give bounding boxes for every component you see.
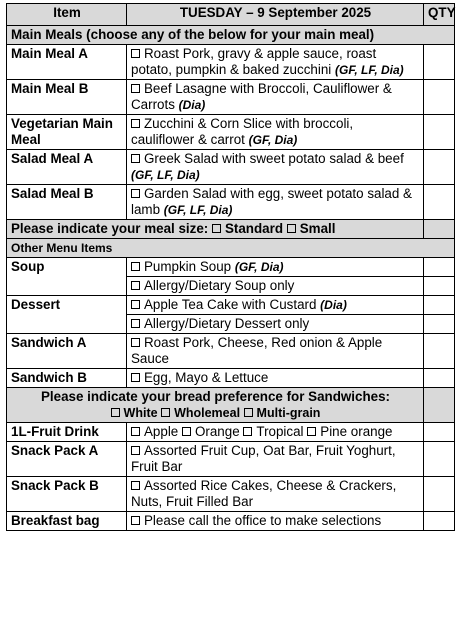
item-name: Salad Meal B: [7, 185, 127, 220]
other-items-section: [7, 239, 455, 258]
day-date-header: TUESDAY – 9 September 2025: [127, 4, 424, 26]
tropical-checkbox[interactable]: [243, 427, 252, 436]
table-row: [7, 296, 455, 315]
checkbox[interactable]: [131, 481, 140, 490]
pine-orange-checkbox[interactable]: [307, 427, 316, 436]
option-text: Please call the office to make selections: [144, 513, 382, 528]
menu-option[interactable]: [127, 115, 424, 150]
qty-cell[interactable]: [424, 388, 455, 423]
menu-option[interactable]: [127, 296, 424, 315]
checkbox[interactable]: [131, 262, 140, 271]
qty-cell[interactable]: [424, 477, 455, 512]
standard-checkbox[interactable]: [212, 224, 221, 233]
option-text: Allergy/Dietary Soup only: [144, 278, 295, 293]
checkbox[interactable]: [131, 373, 140, 382]
option-text: Apple: [144, 424, 179, 439]
option-text: Egg, Mayo & Lettuce: [144, 370, 269, 385]
qty-cell[interactable]: [424, 115, 455, 150]
main-meals-section: [7, 26, 455, 45]
table-row: [7, 80, 455, 115]
table-header-row: [7, 4, 455, 26]
option-text: Pine orange: [320, 424, 393, 439]
table-row: [7, 423, 455, 442]
table-row: [7, 369, 455, 388]
menu-option[interactable]: [127, 80, 424, 115]
menu-option[interactable]: [127, 442, 424, 477]
wholemeal-label: Wholemeal: [174, 406, 241, 420]
multigrain-checkbox[interactable]: [244, 408, 253, 417]
item-name: Main Meal A: [7, 45, 127, 80]
option-text: Garden Salad with egg, sweet potato salad & lamb: [131, 186, 412, 217]
option-text: Orange: [194, 424, 240, 439]
menu-option[interactable]: [127, 334, 424, 369]
standard-label: Standard: [224, 221, 284, 236]
bread-options: [11, 405, 420, 421]
dietary-tag: (Dia): [178, 98, 206, 112]
qty-cell[interactable]: [424, 258, 455, 277]
dietary-tag: (GF, LF, Dia): [131, 168, 200, 182]
checkbox[interactable]: [131, 119, 140, 128]
option-text: Assorted Rice Cakes, Cheese & Crackers, Nuts, Fruit Filled Bar: [131, 478, 397, 509]
qty-cell[interactable]: [424, 442, 455, 477]
option-text: Zucchini & Corn Slice with broccoli, cauliflower & carrot: [131, 116, 354, 147]
checkbox[interactable]: [131, 189, 140, 198]
meal-size-row: [7, 220, 455, 239]
orange-checkbox[interactable]: [182, 427, 191, 436]
qty-cell[interactable]: [424, 296, 455, 315]
option-text: Roast Pork, gravy & apple sauce, roast potato, pumpkin & baked zucchini: [131, 46, 377, 77]
menu-option[interactable]: [127, 185, 424, 220]
small-checkbox[interactable]: [287, 224, 296, 233]
dietary-tag: (GF, LF, Dia): [163, 203, 233, 217]
item-name: Snack Pack B: [7, 477, 127, 512]
item-name: Vegetarian Main Meal: [7, 115, 127, 150]
main-meals-section-title: Main Meals (choose any of the below for your main meal): [7, 26, 455, 45]
table-row: [7, 334, 455, 369]
qty-cell[interactable]: [424, 277, 455, 296]
menu-option[interactable]: [127, 477, 424, 512]
option-text: Apple Tea Cake with Custard: [144, 297, 317, 312]
meal-size-label: Please indicate your meal size:: [11, 221, 209, 236]
table-row: [7, 512, 455, 531]
table-row: [7, 477, 455, 512]
qty-cell[interactable]: [424, 185, 455, 220]
checkbox[interactable]: [131, 446, 140, 455]
menu-order-table: [6, 3, 455, 531]
option-text: Tropical: [256, 424, 304, 439]
menu-option[interactable]: [127, 277, 424, 296]
menu-option[interactable]: [127, 258, 424, 277]
table-row: [7, 442, 455, 477]
option-text: Beef Lasagne with Broccoli, Cauliflower & Carrots: [131, 81, 392, 112]
dietary-tag: (GF, Dia): [234, 260, 284, 274]
menu-option[interactable]: [127, 369, 424, 388]
item-name: Snack Pack A: [7, 442, 127, 477]
menu-option: [127, 423, 424, 442]
qty-cell[interactable]: [424, 220, 455, 239]
bread-preference-label: Please indicate your bread preference for Sandwiches:: [40, 389, 391, 404]
qty-cell[interactable]: [424, 315, 455, 334]
table-row: [7, 115, 455, 150]
qty-cell[interactable]: [424, 80, 455, 115]
meal-size-prompt: [7, 220, 424, 239]
item-name: Sandwich A: [7, 334, 127, 369]
qty-cell[interactable]: [424, 45, 455, 80]
table-row: [7, 150, 455, 185]
option-text: Assorted Fruit Cup, Oat Bar, Fruit Yoghurt, Fruit Bar: [131, 443, 396, 474]
item-name: Main Meal B: [7, 80, 127, 115]
menu-option[interactable]: [127, 45, 424, 80]
dietary-tag: (GF, Dia): [248, 133, 298, 147]
option-text: Pumpkin Soup: [144, 259, 232, 274]
checkbox[interactable]: [131, 516, 140, 525]
option-text: Roast Pork, Cheese, Red onion & Apple Sauce: [131, 335, 383, 366]
apple-checkbox[interactable]: [131, 427, 140, 436]
item-column-header: Item: [7, 4, 127, 26]
option-text: Greek Salad with sweet potato salad & beef: [144, 151, 404, 166]
item-name: Breakfast bag: [7, 512, 127, 531]
menu-option[interactable]: [127, 150, 424, 185]
item-name: Sandwich B: [7, 369, 127, 388]
white-checkbox[interactable]: [111, 408, 120, 417]
item-name: Dessert: [7, 296, 127, 334]
checkbox[interactable]: [131, 84, 140, 93]
menu-option[interactable]: [127, 315, 424, 334]
table-row: [7, 258, 455, 277]
bread-preference-prompt: [7, 388, 424, 423]
white-label: White: [123, 406, 158, 420]
dietary-tag: (GF, LF, Dia): [334, 63, 404, 77]
qty-cell[interactable]: [424, 512, 455, 531]
table-row: [7, 45, 455, 80]
qty-cell[interactable]: [424, 423, 455, 442]
wholemeal-checkbox[interactable]: [161, 408, 170, 417]
item-name: Salad Meal A: [7, 150, 127, 185]
checkbox[interactable]: [131, 49, 140, 58]
table-row: [7, 185, 455, 220]
qty-cell[interactable]: [424, 369, 455, 388]
small-label: Small: [299, 221, 336, 236]
checkbox[interactable]: [131, 319, 140, 328]
item-name: 1L-Fruit Drink: [7, 423, 127, 442]
dietary-tag: (Dia): [320, 298, 347, 312]
qty-cell[interactable]: [424, 150, 455, 185]
checkbox[interactable]: [131, 154, 140, 163]
item-name: Soup: [7, 258, 127, 296]
option-text: Allergy/Dietary Dessert only: [144, 316, 310, 331]
multigrain-label: Multi-grain: [256, 406, 321, 420]
other-items-section-title: Other Menu Items: [7, 239, 455, 258]
bread-preference-row: [7, 388, 455, 423]
qty-cell[interactable]: [424, 334, 455, 369]
menu-option[interactable]: [127, 512, 424, 531]
checkbox[interactable]: [131, 300, 140, 309]
checkbox[interactable]: [131, 338, 140, 347]
checkbox[interactable]: [131, 281, 140, 290]
qty-column-header: QTY: [424, 4, 455, 26]
